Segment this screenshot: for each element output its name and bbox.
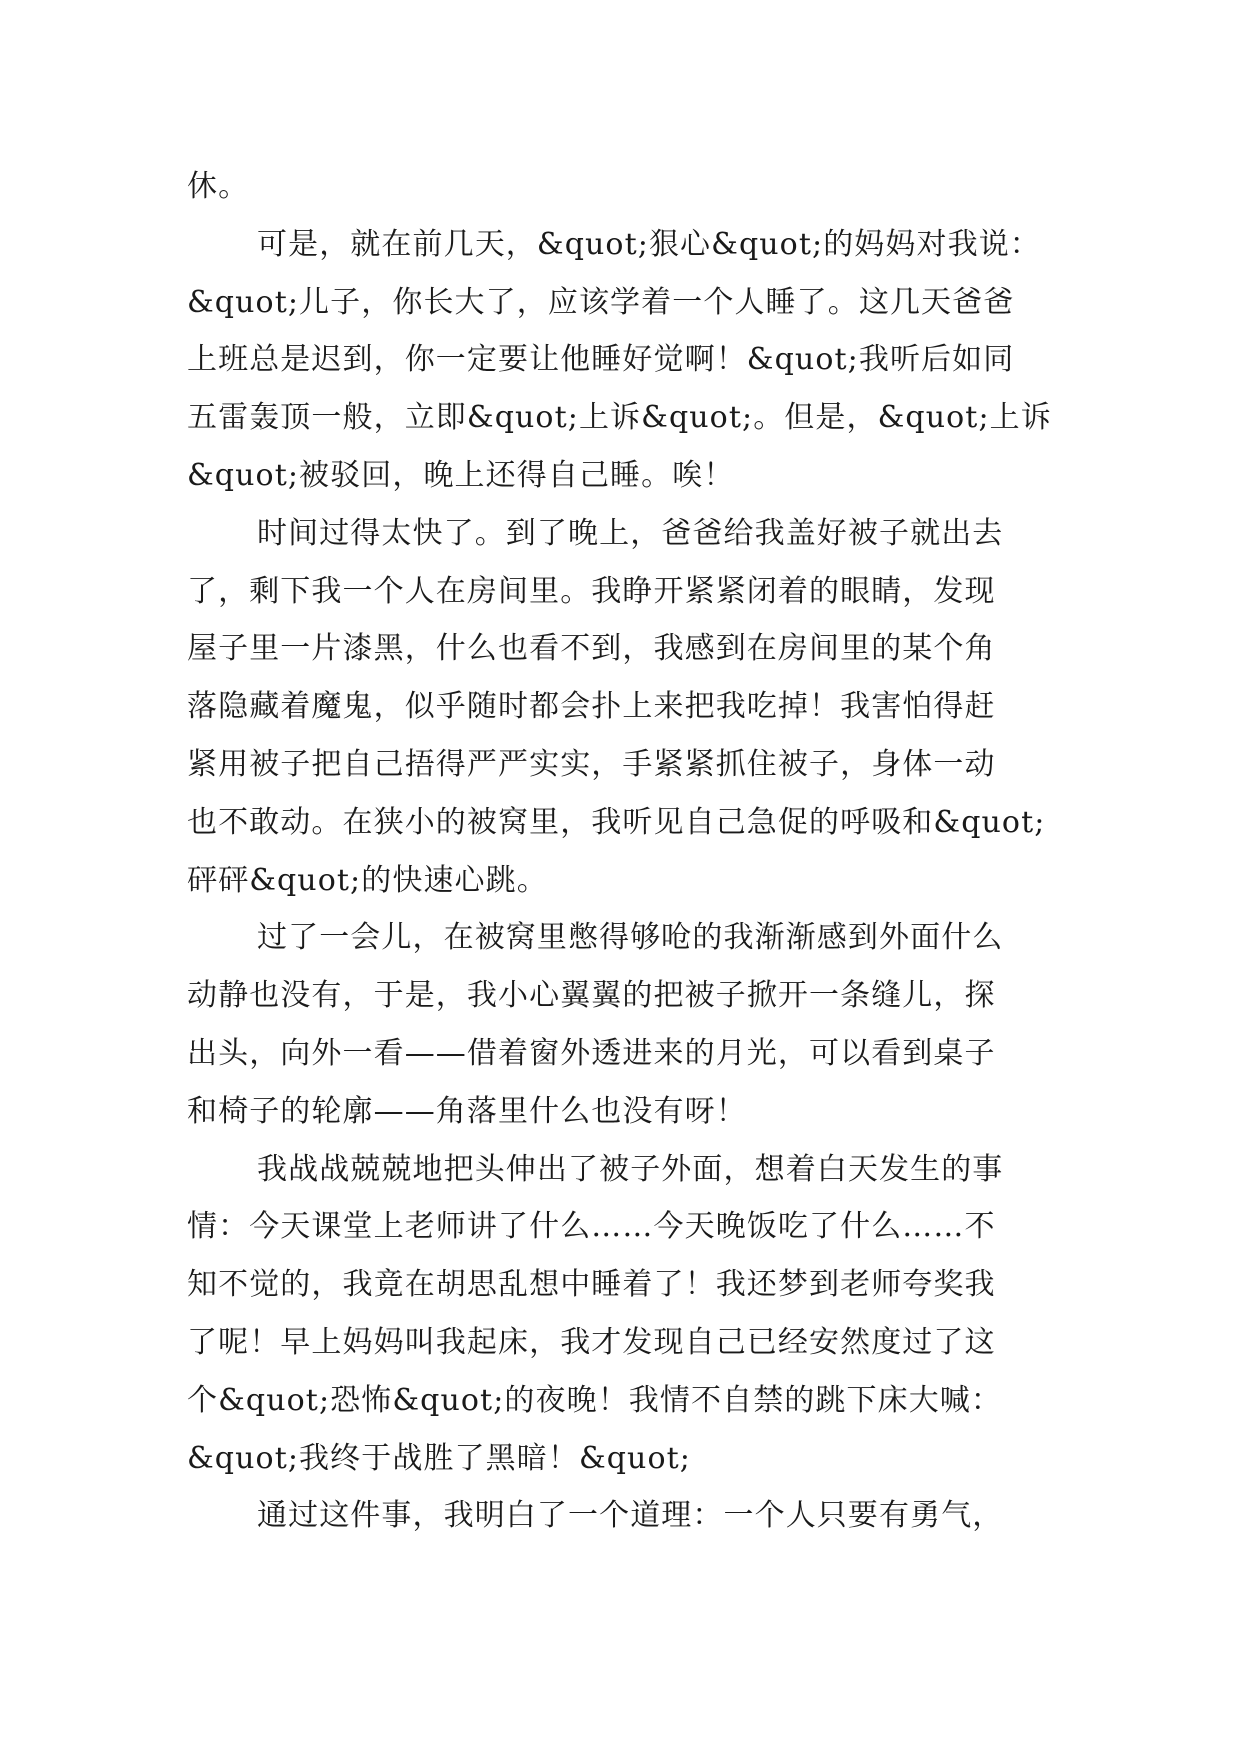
text-line: 屋子里一片漆黑，什么也看不到，我感到在房间里的某个角: [187, 631, 996, 667]
text-line: 情：今天课堂上老师讲了什么……今天晚饭吃了什么……不: [187, 1209, 996, 1245]
document-body: [187, 158, 1057, 1545]
text-line: 紧用被子把自己捂得严严实实，手紧紧抓住被子，身体一动: [187, 746, 996, 782]
text-line: 过了一会儿，在被窝里憋得够呛的我渐渐感到外面什么: [257, 920, 1004, 956]
text-line: 动静也没有，于是，我小心翼翼的把被子掀开一条缝儿，探: [187, 978, 996, 1014]
text-line: &quot;儿子，你长大了，应该学着一个人睡了。这几天爸爸: [187, 284, 1015, 320]
text-line: 通过这件事，我明白了一个道理：一个人只要有勇气，: [257, 1498, 1004, 1534]
text-line: 落隐藏着魔鬼，似乎随时都会扑上来把我吃掉！我害怕得赶: [187, 689, 996, 725]
text-line: 出头，向外一看——借着窗外透进来的月光，可以看到桌子: [187, 1035, 996, 1071]
text-line: 了呢！早上妈妈叫我起床，我才发现自己已经安然度过了这: [187, 1324, 996, 1360]
text-line: 和椅子的轮廓——角落里什么也没有呀！: [187, 1093, 747, 1129]
text-line: 五雷轰顶一般，立即&quot;上诉&quot;。但是，&quot;上诉: [187, 400, 1052, 436]
text-line: 了，剩下我一个人在房间里。我睁开紧紧闭着的眼睛，发现: [187, 573, 996, 609]
text-line: 知不觉的，我竟在胡思乱想中睡着了！我还梦到老师夸奖我: [187, 1267, 996, 1303]
text-line: &quot;被驳回，晚上还得自己睡。唉！: [187, 457, 735, 493]
text-line: 砰砰&quot;的快速心跳。: [187, 862, 548, 898]
text-line: &quot;我终于战胜了黑暗！&quot;: [187, 1440, 692, 1476]
text-line: 也不敢动。在狭小的被窝里，我听见自己急促的呼吸和&quot;: [187, 804, 1046, 840]
text-line: 我战战兢兢地把头伸出了被子外面，想着白天发生的事: [257, 1151, 1004, 1187]
text-line: 个&quot;恐怖&quot;的夜晚！我情不自禁的跳下床大喊：: [187, 1382, 1003, 1418]
text-line: 上班总是迟到，你一定要让他睡好觉啊！&quot;我听后如同: [187, 342, 1015, 378]
text-line: 休。: [187, 169, 250, 204]
text-line: 时间过得太快了。到了晚上，爸爸给我盖好被子就出去: [257, 515, 1004, 551]
text-line: 可是，就在前几天，&quot;狠心&quot;的妈妈对我说：: [257, 226, 1041, 262]
